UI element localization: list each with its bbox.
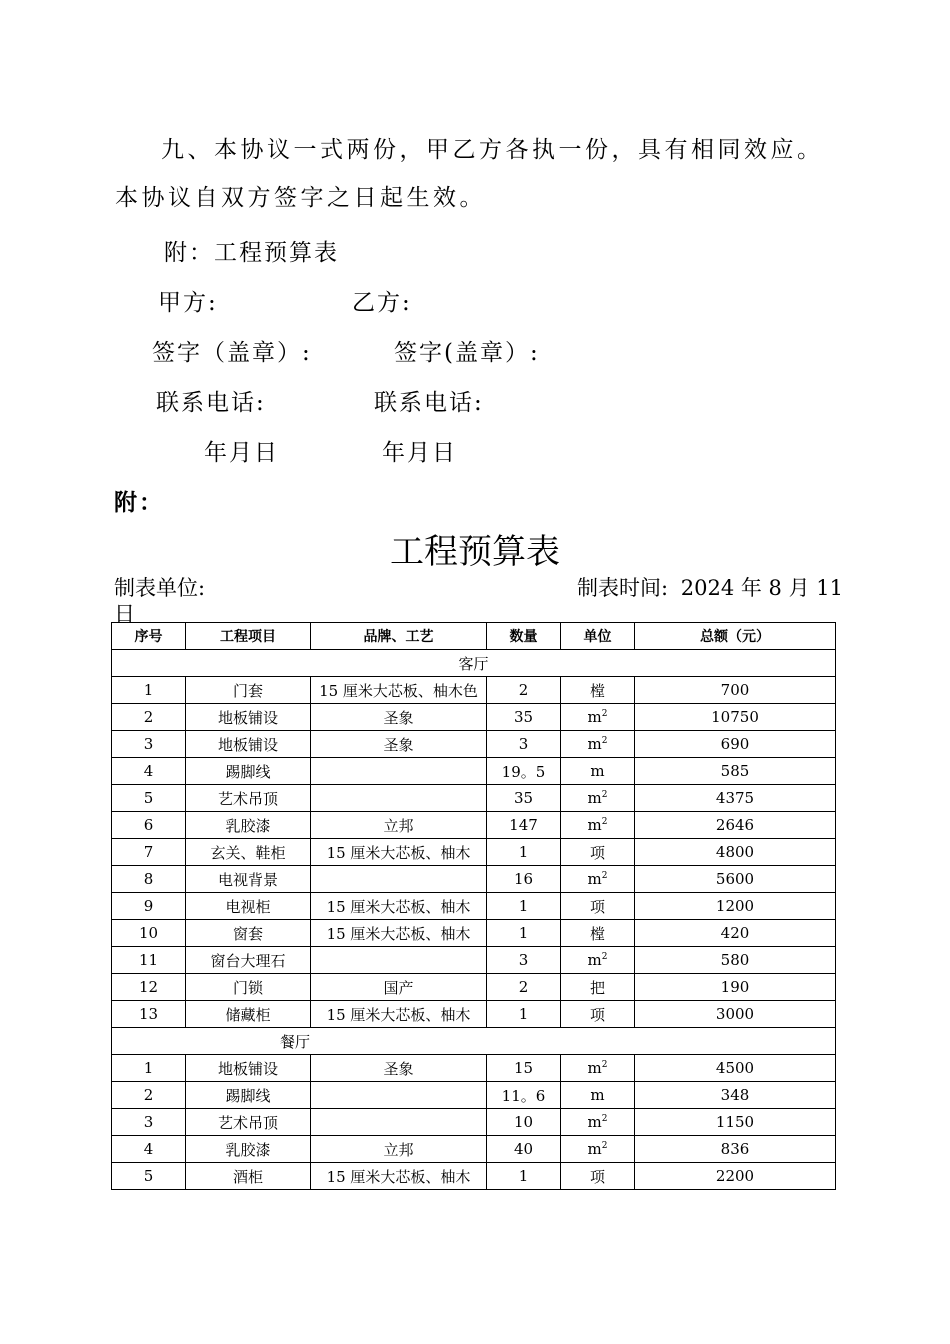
table-title: 工程预算表 xyxy=(390,532,560,572)
cell-total: 836 xyxy=(635,1136,836,1163)
cell-brand: 15 厘米大芯板、柚木 xyxy=(311,1001,487,1028)
unit-text: m xyxy=(587,708,602,726)
cell-brand xyxy=(311,947,487,974)
cell-qty: 2 xyxy=(487,677,561,704)
header-total: 总额（元） xyxy=(635,623,836,650)
cell-qty: 1 xyxy=(487,1001,561,1028)
cell-total: 2200 xyxy=(635,1163,836,1190)
party-a-label: 甲方: xyxy=(158,290,218,316)
cell-brand xyxy=(311,1082,487,1109)
section-row xyxy=(112,1028,836,1055)
sign-a-label: 签字（盖章）: xyxy=(152,340,312,366)
cell-qty: 35 xyxy=(487,785,561,812)
cell-brand xyxy=(311,758,487,785)
cell-total: 4500 xyxy=(635,1055,836,1082)
cell-no: 6 xyxy=(112,812,186,839)
cell-brand: 立邦 xyxy=(311,1136,487,1163)
table-row xyxy=(112,1082,836,1109)
unit-text: m xyxy=(587,1113,602,1131)
cell-unit xyxy=(561,812,635,839)
cell-qty: 3 xyxy=(487,731,561,758)
table-row xyxy=(112,1109,836,1136)
table-row xyxy=(112,785,836,812)
unit-text: 樘 xyxy=(589,924,605,943)
unit-text: m xyxy=(587,951,602,969)
cell-total: 585 xyxy=(635,758,836,785)
cell-no: 10 xyxy=(112,920,186,947)
cell-total: 5600 xyxy=(635,866,836,893)
cell-no: 12 xyxy=(112,974,186,1001)
unit-superscript: 2 xyxy=(601,709,608,719)
cell-item: 乳胶漆 xyxy=(186,812,311,839)
table-row xyxy=(112,758,836,785)
table-row xyxy=(112,974,836,1001)
cell-total: 2646 xyxy=(635,812,836,839)
cell-item: 地板铺设 xyxy=(186,704,311,731)
table-row xyxy=(112,731,836,758)
date-b-label: 年月日 xyxy=(382,440,457,466)
unit-text: 项 xyxy=(589,1005,605,1024)
cell-item: 窗台大理石 xyxy=(186,947,311,974)
table-row xyxy=(112,947,836,974)
unit-text: 项 xyxy=(589,897,605,916)
phone-b-label: 联系电话: xyxy=(374,390,484,416)
cell-no: 2 xyxy=(112,1082,186,1109)
cell-total: 690 xyxy=(635,731,836,758)
unit-text: m xyxy=(587,789,602,807)
table-row xyxy=(112,1136,836,1163)
unit-superscript: 2 xyxy=(601,1141,608,1151)
unit-superscript: 2 xyxy=(601,736,608,746)
cell-qty: 1 xyxy=(487,1163,561,1190)
cell-no: 4 xyxy=(112,758,186,785)
cell-brand: 国产 xyxy=(311,974,487,1001)
maker-label: 制表单位: xyxy=(114,576,206,600)
cell-item: 艺术吊顶 xyxy=(186,1109,311,1136)
cell-total: 420 xyxy=(635,920,836,947)
cell-brand: 圣象 xyxy=(311,1055,487,1082)
unit-text: m xyxy=(587,1059,602,1077)
time-label-text: 制表时间: xyxy=(577,576,669,600)
table-row xyxy=(112,893,836,920)
unit-text: m xyxy=(587,735,602,753)
sign-b-label: 签字(盖章）: xyxy=(394,340,540,366)
cell-total: 1200 xyxy=(635,893,836,920)
cell-total: 10750 xyxy=(635,704,836,731)
cell-qty: 11。6 xyxy=(487,1082,561,1109)
cell-total: 4800 xyxy=(635,839,836,866)
header-unit: 单位 xyxy=(561,623,635,650)
cell-brand: 15 厘米大芯板、柚木 xyxy=(311,920,487,947)
cell-no: 5 xyxy=(112,785,186,812)
cell-brand xyxy=(311,1109,487,1136)
cell-brand: 圣象 xyxy=(311,704,487,731)
cell-brand: 圣象 xyxy=(311,731,487,758)
cell-item: 门套 xyxy=(186,677,311,704)
unit-text: 项 xyxy=(589,843,605,862)
cell-unit xyxy=(561,1001,635,1028)
section-row xyxy=(112,650,836,677)
unit-superscript: 2 xyxy=(601,952,608,962)
section-title: 餐厅 xyxy=(112,1028,836,1055)
cell-no: 9 xyxy=(112,893,186,920)
clause-nine: 九、本协议一式两份，甲乙方各执一份，具有相同效应。本协议自双方签字之日起生效。 xyxy=(115,137,824,211)
cell-unit xyxy=(561,1082,635,1109)
cell-brand xyxy=(311,866,487,893)
cell-unit xyxy=(561,1109,635,1136)
cell-qty: 2 xyxy=(487,974,561,1001)
cell-qty: 10 xyxy=(487,1109,561,1136)
party-b-label: 乙方: xyxy=(352,290,412,316)
cell-total: 348 xyxy=(635,1082,836,1109)
cell-item: 电视柜 xyxy=(186,893,311,920)
cell-no: 11 xyxy=(112,947,186,974)
cell-no: 13 xyxy=(112,1001,186,1028)
table-row xyxy=(112,812,836,839)
time-value: 2024 年 8 月 11 xyxy=(680,576,843,600)
cell-item: 酒柜 xyxy=(186,1163,311,1190)
phone-a-label: 联系电话: xyxy=(156,390,266,416)
cell-no: 3 xyxy=(112,731,186,758)
table-row xyxy=(112,1055,836,1082)
table-row xyxy=(112,839,836,866)
cell-brand xyxy=(311,785,487,812)
header-item: 工程项目 xyxy=(186,623,311,650)
cell-no: 3 xyxy=(112,1109,186,1136)
cell-qty: 1 xyxy=(487,839,561,866)
cell-brand: 15 厘米大芯板、柚木 xyxy=(311,839,487,866)
cell-qty: 35 xyxy=(487,704,561,731)
cell-item: 踢脚线 xyxy=(186,758,311,785)
cell-qty: 19。5 xyxy=(487,758,561,785)
cell-unit xyxy=(561,758,635,785)
unit-text: 项 xyxy=(589,1167,605,1186)
cell-unit xyxy=(561,974,635,1001)
unit-superscript: 2 xyxy=(601,1060,608,1070)
unit-text: m xyxy=(587,816,602,834)
unit-superscript: 2 xyxy=(601,817,608,827)
header-qty: 数量 xyxy=(487,623,561,650)
cell-item: 地板铺设 xyxy=(186,731,311,758)
cell-total: 1150 xyxy=(635,1109,836,1136)
attachment-note: 附：工程预算表 xyxy=(164,240,339,266)
cell-qty: 3 xyxy=(487,947,561,974)
unit-text: 把 xyxy=(589,978,605,997)
cell-unit xyxy=(561,839,635,866)
header-no: 序号 xyxy=(112,623,186,650)
table-row xyxy=(112,920,836,947)
table-row xyxy=(112,1001,836,1028)
cell-unit xyxy=(561,920,635,947)
cell-item: 玄关、鞋柜 xyxy=(186,839,311,866)
table-row xyxy=(112,1163,836,1190)
cell-item: 乳胶漆 xyxy=(186,1136,311,1163)
cell-unit xyxy=(561,1163,635,1190)
cell-item: 地板铺设 xyxy=(186,1055,311,1082)
unit-text: m xyxy=(587,870,602,888)
cell-unit xyxy=(561,866,635,893)
cell-brand: 15 厘米大芯板、柚木 xyxy=(311,893,487,920)
cell-total: 3000 xyxy=(635,1001,836,1028)
cell-no: 1 xyxy=(112,1055,186,1082)
unit-text: m xyxy=(590,762,605,780)
cell-unit xyxy=(561,947,635,974)
cell-qty: 16 xyxy=(487,866,561,893)
cell-total: 4375 xyxy=(635,785,836,812)
unit-superscript: 2 xyxy=(601,1114,608,1124)
unit-text: m xyxy=(587,1140,602,1158)
table-row xyxy=(112,866,836,893)
cell-item: 储藏柜 xyxy=(186,1001,311,1028)
table-row xyxy=(112,704,836,731)
header-row xyxy=(112,623,836,650)
unit-text: m xyxy=(590,1086,605,1104)
cell-item: 门锁 xyxy=(186,974,311,1001)
cell-brand: 15 厘米大芯板、柚木 xyxy=(311,1163,487,1190)
cell-no: 2 xyxy=(112,704,186,731)
cell-qty: 15 xyxy=(487,1055,561,1082)
cell-unit xyxy=(561,677,635,704)
cell-no: 4 xyxy=(112,1136,186,1163)
cell-no: 1 xyxy=(112,677,186,704)
cell-qty: 40 xyxy=(487,1136,561,1163)
cell-unit xyxy=(561,1136,635,1163)
cell-item: 踢脚线 xyxy=(186,1082,311,1109)
cell-no: 7 xyxy=(112,839,186,866)
unit-superscript: 2 xyxy=(601,790,608,800)
budget-table xyxy=(111,622,836,1190)
time-label xyxy=(577,572,843,602)
cell-item: 窗套 xyxy=(186,920,311,947)
table-body xyxy=(112,650,836,1190)
cell-total: 700 xyxy=(635,677,836,704)
cell-unit xyxy=(561,893,635,920)
cell-item: 艺术吊顶 xyxy=(186,785,311,812)
cell-total: 580 xyxy=(635,947,836,974)
unit-superscript: 2 xyxy=(601,871,608,881)
cell-qty: 1 xyxy=(487,920,561,947)
cell-brand: 15 厘米大芯板、柚木色 xyxy=(311,677,487,704)
cell-no: 5 xyxy=(112,1163,186,1190)
cell-total: 190 xyxy=(635,974,836,1001)
cell-qty: 147 xyxy=(487,812,561,839)
cell-unit xyxy=(561,785,635,812)
cell-no: 8 xyxy=(112,866,186,893)
cell-brand: 立邦 xyxy=(311,812,487,839)
table-row xyxy=(112,677,836,704)
cell-unit xyxy=(561,704,635,731)
cell-item: 电视背景 xyxy=(186,866,311,893)
cell-qty: 1 xyxy=(487,893,561,920)
time-tail: 日 xyxy=(114,602,135,626)
attach-label: 附： xyxy=(114,490,164,516)
cell-unit xyxy=(561,731,635,758)
cell-unit xyxy=(561,1055,635,1082)
date-a-label: 年月日 xyxy=(204,440,279,466)
header-brand: 品牌、工艺 xyxy=(311,623,487,650)
unit-text: 樘 xyxy=(589,681,605,700)
section-title: 客厅 xyxy=(112,650,836,677)
